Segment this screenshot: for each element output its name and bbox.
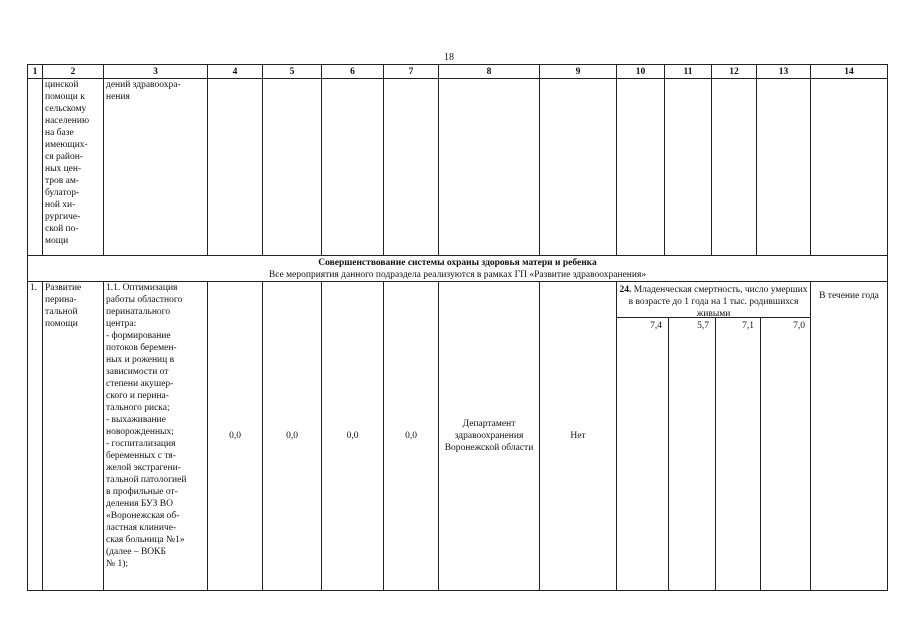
- table-cell: [665, 79, 712, 256]
- section-row: [28, 256, 888, 282]
- header-cell: 10: [617, 65, 665, 79]
- header-row: [28, 65, 888, 79]
- header-cell: 2: [43, 65, 104, 79]
- indicator-description: Младенческая смертность, число умерших в возрасте до 1 года на 1 тыс. родившихся живыми: [628, 285, 808, 319]
- funding-col5: 0,0: [263, 282, 322, 591]
- table-cell: [208, 79, 263, 256]
- section-title: Совершенствование системы охраны здоровья матери и ребенка: [318, 257, 597, 268]
- indicator-value: 7,1: [716, 318, 761, 590]
- table-row: [28, 282, 888, 591]
- header-cell: 8: [439, 65, 540, 79]
- header-cell: 3: [104, 65, 208, 79]
- indicator-number: 24.: [619, 285, 632, 295]
- header-cell: 5: [263, 65, 322, 79]
- indicator-value: 7,4: [617, 318, 669, 590]
- indicator-value: 7,0: [793, 321, 805, 331]
- row-number: 1.: [28, 282, 43, 591]
- executor: Департамент здравоохранения Воронежской области: [439, 282, 540, 591]
- table-cell: [540, 79, 617, 256]
- page-number: 18: [444, 52, 454, 63]
- table-cell: [757, 79, 811, 256]
- header-cell: 11: [665, 65, 712, 79]
- header-cell: 7: [384, 65, 439, 79]
- term: В течение года: [811, 282, 888, 591]
- header-cell: 6: [322, 65, 384, 79]
- section-subtitle: Все мероприятия данного подраздела реализуются в рамках ГП «Развитие здравоохранения»: [268, 269, 647, 280]
- section-header: [28, 256, 888, 282]
- measure-description: 1.1. Оптимизация работы областного перинатального центра: - формирование потоков беремен- ных и рожениц в зависимости от степени акушер- ского и перина- тального риска; - выхаживание новорожденных; - госпитализация беременных с тя- желой экстрагени- тальной патологией в профильные от- деления БУЗ ВО «Воронежская об- ластная клиниче- ская больница №1» (далее – ВОКБ № 1);: [104, 282, 208, 591]
- table-cell: [384, 79, 439, 256]
- header-cell: 9: [540, 65, 617, 79]
- header-cell: 12: [712, 65, 757, 79]
- indicator-text: [617, 282, 810, 318]
- table-cell: [322, 79, 384, 256]
- indicator-value: 5,7: [669, 318, 716, 590]
- funding-col4: 0,0: [208, 282, 263, 591]
- header-cell: 1: [28, 65, 43, 79]
- funding-col7: 0,0: [384, 282, 439, 591]
- program-table: [27, 64, 888, 591]
- continuation-col2: цинской помощи к сельскому населению на базе имеющих- ся район- ных цен- тров ам- булатор- ной хи- рургиче- ской по- мощи: [43, 79, 104, 256]
- table-cell: [439, 79, 540, 256]
- table-cell: [811, 79, 888, 256]
- col9-value: Нет: [540, 282, 617, 591]
- table-cell: [617, 79, 665, 256]
- header-cell: 13: [757, 65, 811, 79]
- indicator-values: [617, 318, 810, 590]
- funding-col6: 0,0: [322, 282, 384, 591]
- continuation-row: [28, 79, 888, 256]
- continuation-col3: дений здравоохра- нения: [104, 79, 208, 256]
- indicator-cell: [617, 282, 811, 591]
- table-cell: [712, 79, 757, 256]
- activity-name: Развитие перина- тальной помощи: [43, 282, 104, 591]
- header-cell: 4: [208, 65, 263, 79]
- header-cell: 14: [811, 65, 888, 79]
- table-cell: [263, 79, 322, 256]
- table-cell: [28, 79, 43, 256]
